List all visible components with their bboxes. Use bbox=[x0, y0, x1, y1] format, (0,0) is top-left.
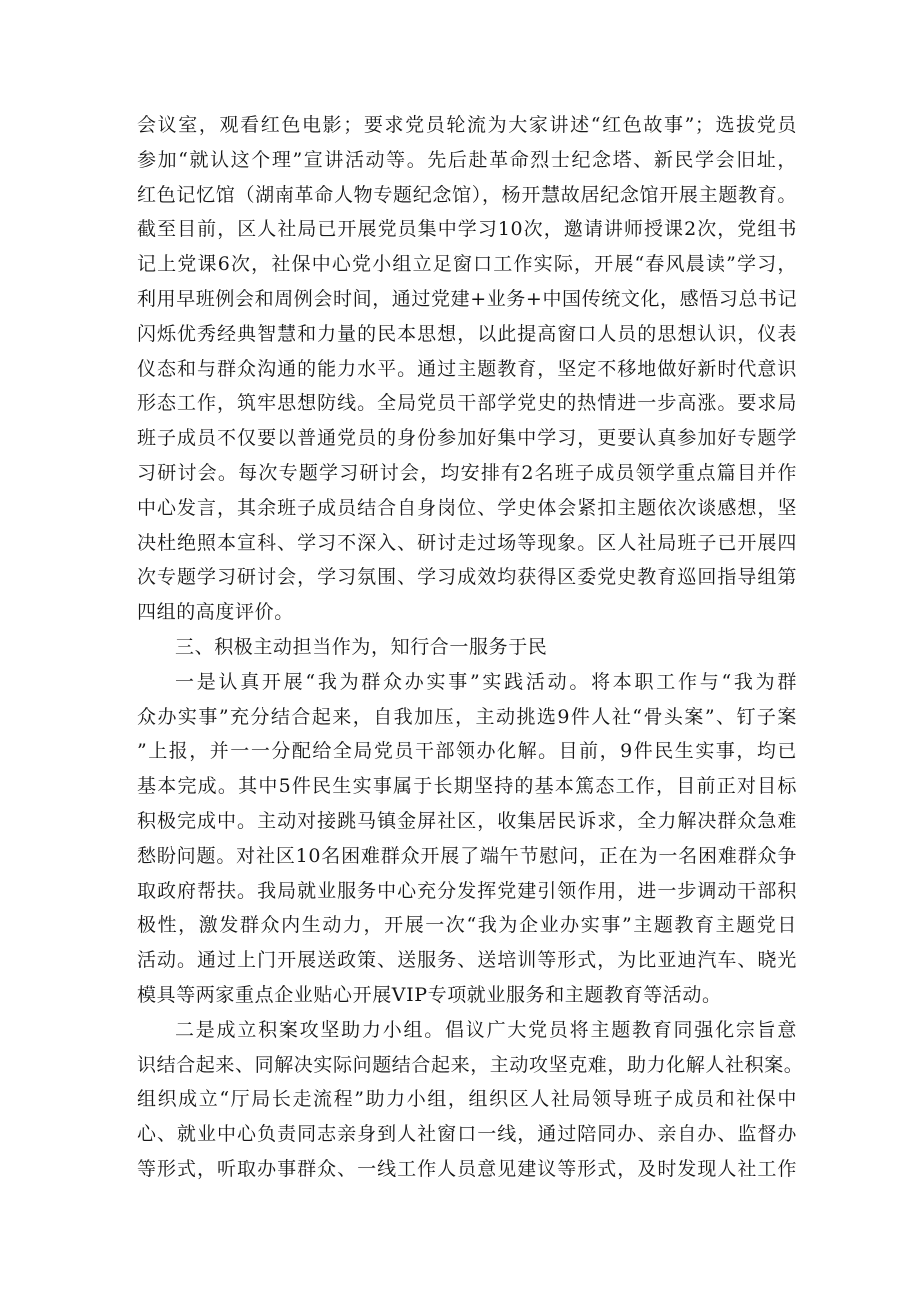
text-line: 参加“就认这个理”宣讲活动等。先后赴革命烈士纪念塔、新民学会旧址， bbox=[137, 148, 797, 171]
text-line: 记上党课6次，社保中心党小组立足窗口工作实际，开展“春风晨读”学习， bbox=[137, 253, 797, 276]
text-line: 愁盼问题。对社区10名困难群众开展了端午节慰问，正在为一名困难群众争 bbox=[137, 844, 797, 867]
text-line: 利用早班例会和周例会时间，通过党建+业务+中国传统文化，感悟习总书记 bbox=[137, 287, 798, 310]
text-line: 活动。通过上门开展送政策、送服务、送培训等形式，为比亚迪汽车、晓光 bbox=[137, 949, 797, 972]
text-line: 班子成员不仅要以普通党员的身份参加好集中学习，更要认真参加好专题学 bbox=[137, 427, 797, 450]
text-line: 三、积极主动担当作为，知行合一服务于民 bbox=[175, 635, 548, 658]
body-text bbox=[137, 108, 804, 1187]
text-line: 心、就业中心负责同志亲身到人社窗口一线，通过陪同办、亲自办、监督办 bbox=[137, 1123, 797, 1146]
text-line: ”上报，并一一分配给全局党员干部领办化解。目前，9件民生实事，均已 bbox=[137, 740, 797, 763]
text-line: 闪烁优秀经典智慧和力量的民本思想，以此提高窗口人员的思想认识，仪表 bbox=[137, 322, 797, 345]
text-line: 红色记忆馆（湖南革命人物专题纪念馆），杨开慧故居纪念馆开展主题教育。 bbox=[137, 183, 797, 206]
text-line: 基本完成。其中5件民生实事属于长期坚持的基本篤态工作，目前正对目标 bbox=[137, 775, 797, 798]
text-line: 众办实事”充分结合起来，自我加压，主动挑选9件人社“骨头案”、钉子案 bbox=[137, 705, 797, 728]
text-line: 模具等两家重点企业贴心开展VIP专项就业服务和主题教育等活动。 bbox=[137, 983, 722, 1006]
text-line: 一是认真开展“我为群众办实事”实践活动。将本职工作与“我为群 bbox=[175, 670, 797, 693]
text-line: 二是成立积案攻坚助力小组。倡议广大党员将主题教育同强化宗旨意 bbox=[175, 1018, 797, 1041]
text-line: 截至目前，区人社局已开展党员集中学习10次，邀请讲师授课2次，党组书 bbox=[137, 218, 797, 241]
text-line: 极性，激发群众内生动力，开展一次“我为企业办实事”主题教育主题党日 bbox=[137, 914, 797, 937]
text-line: 四组的高度评价。 bbox=[137, 601, 294, 624]
text-line: 习研讨会。每次专题学习研讨会，均安排有2名班子成员领学重点篇目并作 bbox=[137, 461, 797, 484]
text-line: 会议室，观看红色电影；要求党员轮流为大家讲述“红色故事”；选拔党员 bbox=[137, 114, 797, 136]
text-line: 次专题学习研讨会，学习氛围、学习成效均获得区委党史教育巡回指导组第 bbox=[137, 566, 797, 589]
text-line: 组织成立“厅局长走流程”助力小组，组织区人社局领导班子成员和社保中 bbox=[137, 1088, 797, 1111]
text-line: 等形式，听取办事群众、一线工作人员意见建议等形式，及时发现人社工作 bbox=[137, 1157, 797, 1180]
text-line: 决杜绝照本宣科、学习不深入、研讨走过场等现象。区人社局班子已开展四 bbox=[137, 531, 797, 554]
text-line: 识结合起来、同解决实际问题结合起来，主动攻坚克难，助力化解人社积案。 bbox=[137, 1053, 804, 1076]
text-line: 形态工作，筑牢思想防线。全局党员干部学党史的热情进一步高涨。要求局 bbox=[137, 392, 797, 415]
text-line: 取政府帮扶。我局就业服务中心充分发挥党建引领作用，进一步调动干部积 bbox=[137, 879, 797, 902]
text-line: 中心发言，其余班子成员结合自身岗位、学史体会紧扣主题依次谈感想，坚 bbox=[137, 496, 797, 519]
text-line: 仪态和与群众沟通的能力水平。通过主题教育，坚定不移地做好新时代意识 bbox=[137, 357, 797, 380]
text-line: 积极完成中。主动对接跳马镇金屏社区，收集居民诉求，全力解决群众急难 bbox=[137, 809, 797, 832]
